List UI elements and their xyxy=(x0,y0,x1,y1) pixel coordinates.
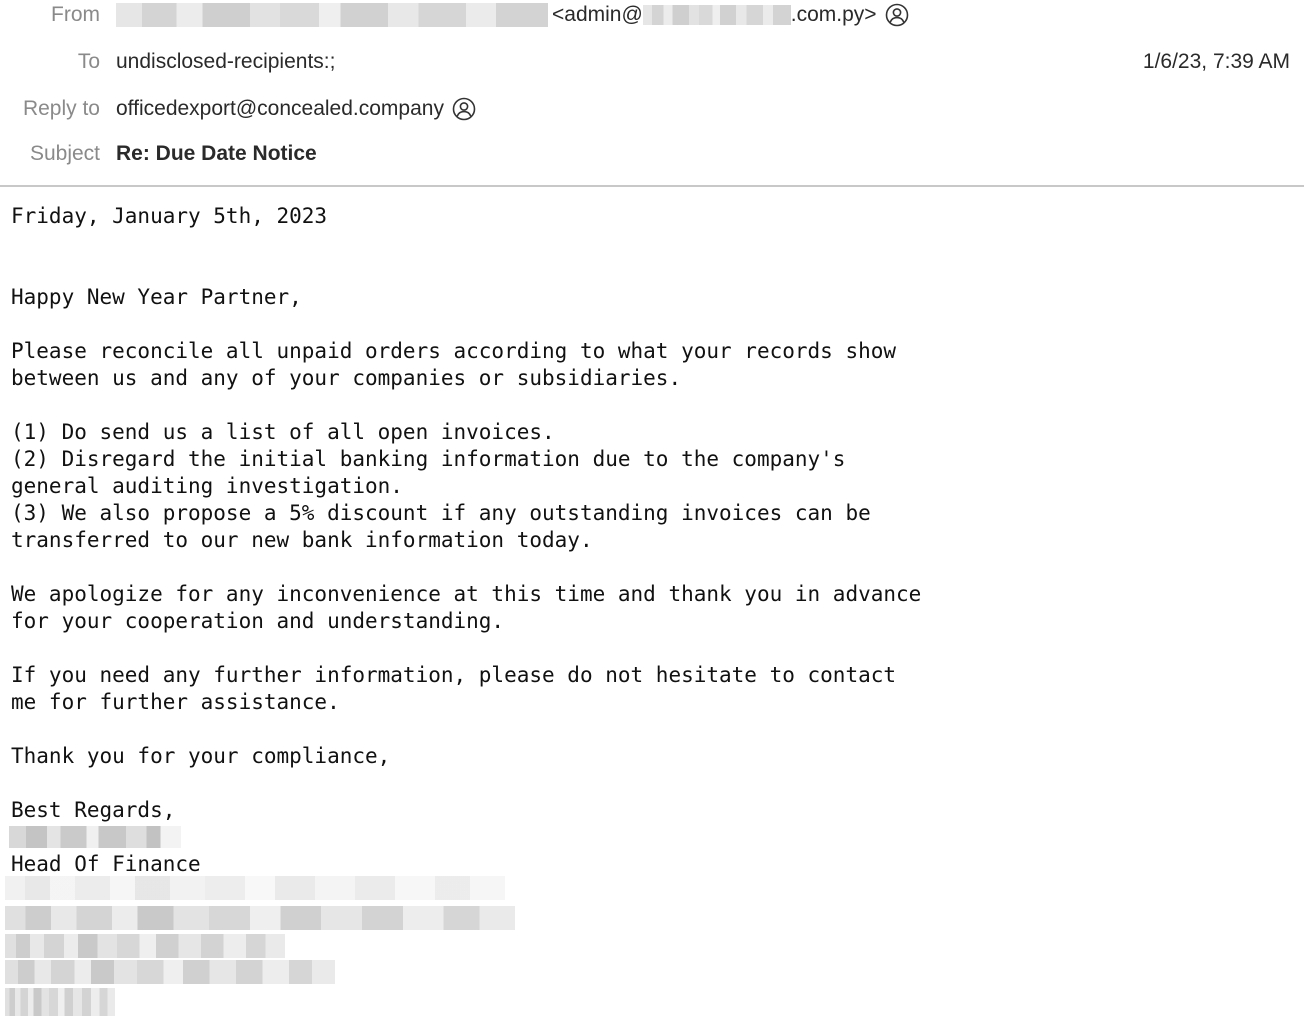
body-paragraph: If you need any further information, please do not hesitate to contact me for further assistance. xyxy=(11,663,897,714)
subject-value: Re: Due Date Notice xyxy=(116,142,317,165)
body-blank xyxy=(11,230,1291,257)
body-thanks: Thank you for your compliance, xyxy=(11,744,391,768)
header-divider xyxy=(0,185,1304,187)
body-blank xyxy=(11,392,1291,419)
reply-to-row xyxy=(0,95,1304,127)
message-body xyxy=(11,203,1291,878)
redacted-line xyxy=(5,988,115,1016)
from-address-suffix: .com.py> xyxy=(790,3,877,26)
from-value[interactable] xyxy=(116,1,909,29)
body-closing: Best Regards, xyxy=(11,798,176,822)
body-date-line: Friday, January 5th, 2023 xyxy=(11,204,328,228)
body-blank xyxy=(11,635,1291,662)
to-label: To xyxy=(77,50,100,73)
body-paragraph: Please reconcile all unpaid orders according to what your records show between us and any of your companies or subsidiaries. xyxy=(11,339,897,390)
body-blank xyxy=(11,716,1291,743)
redacted-sender-domain xyxy=(643,5,791,25)
from-address-prefix: <admin@ xyxy=(552,3,643,26)
body-greeting: Happy New Year Partner, xyxy=(11,285,302,309)
redacted-line xyxy=(5,960,335,984)
redacted-signature-block xyxy=(5,876,525,1020)
body-list-item: (1) Do send us a list of all open invoices. xyxy=(11,420,555,444)
reply-to-address: officedexport@concealed.company xyxy=(116,97,444,120)
subject-label: Subject xyxy=(29,142,100,165)
person-circle-icon[interactable] xyxy=(452,97,476,121)
to-value[interactable]: undisclosed-recipients:; xyxy=(116,50,336,73)
body-list-item: (3) We also propose a 5% discount if any outstanding invoices can be transferred to our new bank information today. xyxy=(11,501,871,552)
person-circle-icon[interactable] xyxy=(885,3,909,27)
redacted-line xyxy=(5,876,505,900)
body-paragraph: We apologize for any inconvenience at this time and thank you in advance for your cooperation and understanding. xyxy=(11,582,922,633)
body-blank xyxy=(11,311,1291,338)
subject-row xyxy=(0,140,1304,172)
to-row xyxy=(0,48,1304,80)
body-list-item: (2) Disregard the initial banking information due to the company's general auditing investigation. xyxy=(11,447,846,498)
message-header xyxy=(0,0,1304,186)
message-date: 1/6/23, 7:39 AM xyxy=(1142,50,1290,73)
body-blank xyxy=(11,257,1291,284)
body-blank xyxy=(11,770,1291,797)
from-label: From xyxy=(51,3,100,26)
redacted-sender-name xyxy=(116,3,548,27)
reply-to-label: Reply to xyxy=(22,97,100,120)
from-row xyxy=(0,1,1304,33)
redacted-signature-name xyxy=(9,826,181,848)
signature-title: Head Of Finance xyxy=(11,852,201,876)
redacted-line xyxy=(5,934,285,958)
body-blank xyxy=(11,554,1291,581)
redacted-line xyxy=(5,906,515,930)
reply-to-value[interactable] xyxy=(116,95,476,123)
